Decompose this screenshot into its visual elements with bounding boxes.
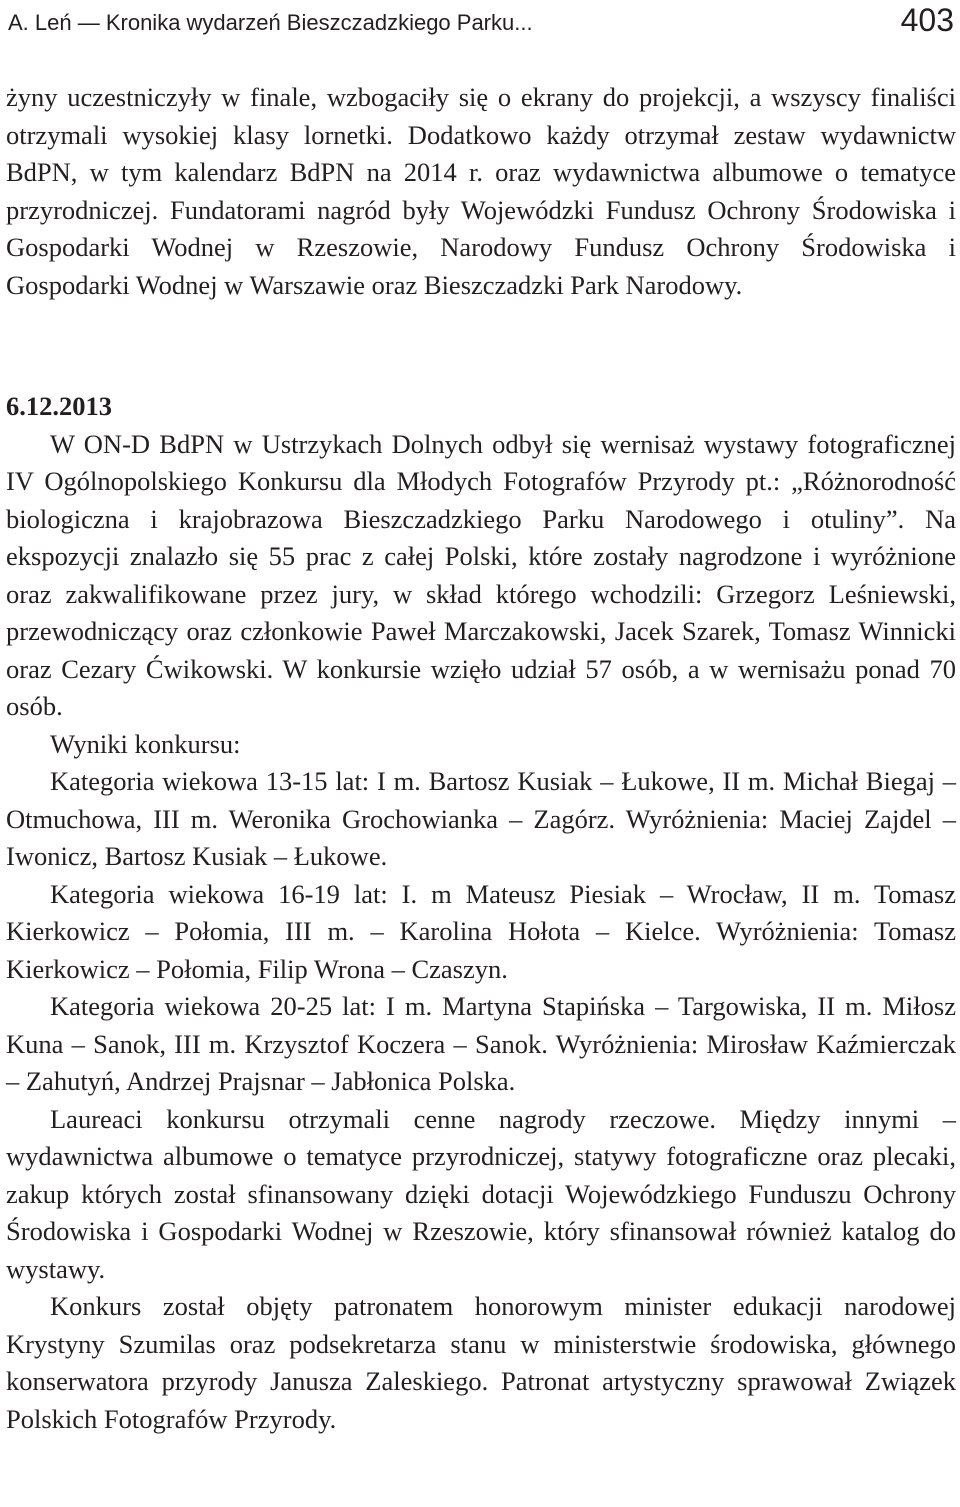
page-number: 403 (900, 2, 954, 38)
entry-date: 6.12.2013 (6, 391, 112, 421)
running-title: A. Leń — Kronika wydarzeń Bieszczadzkiego Parku... (8, 10, 533, 35)
entry-paragraph-prizes: Laureaci konkursu otrzymali cenne nagrody rzeczowe. Między innymi – wydawnictwa albumowe o tematyce przyrodniczej, statywy fotograficzne oraz plecaki, zakup których został sfinansowany dzięki dotacji Wojewódzkiego Funduszu Ochrony Środowiska i Gospodarki Wodnej w Rzeszowie, który sfinansował również katalog do wystawy. (6, 1103, 956, 1284)
entry-paragraph-exhibition: W ON-D BdPN w Ustrzykach Dolnych odbył się wernisaż wystawy fotograficznej IV Ogólnopolskiego Konkursu dla Młodych Fotografów Przyrody pt.: „Różnorodność biologiczna i krajobrazowa Bieszczadzkiego Parku Narodowego i otuliny”. Na ekspozycji znalazło się 55 prac z całej Polski, które zostały nagrodzone i wyróżnione oraz zakwalifikowane przez jury, w skład którego wchodzili: Grzegorz Leśniewski, przewodniczący oraz członkowie Paweł Marczakowski, Jacek Szarek, Tomasz Winnicki oraz Cezary Ćwikowski. W konkursie wzięło udział 57 osób, a w wernisażu ponad 70 osób. (6, 428, 956, 721)
entry-paragraph-results-heading: Wyniki konkursu: (50, 728, 241, 759)
entry-paragraph-category-16-19: Kategoria wiekowa 16-19 lat: I. m Mateusz Piesiak – Wrocław, II m. Tomasz Kierkowicz – Połomia, III m. – Karolina Hołota – Kielce. Wyróżnienia: Tomasz Kierkowicz – Połomia, Filip Wrona – Czaszyn. (6, 878, 956, 984)
running-header (8, 0, 954, 46)
entry-paragraph-category-13-15: Kategoria wiekowa 13-15 lat: I m. Bartosz Kusiak – Łukowe, II m. Michał Biegaj – Otmuchowa, III m. Weronika Grochowianka – Zagórz. Wyróżnienia: Maciej Zajdel – Iwonicz, Bartosz Kusiak – Łukowe. (6, 766, 956, 871)
intro-paragraph: żyny uczestniczyły w finale, wzbogaciły się o ekrany do projekcji, a wszyscy finaliści otrzymali wysokiej klasy lornetki. Dodatkowo każdy otrzymał zestaw wydawnictw BdPN, w tym kalendarz BdPN na 2014 r. oraz wydawnictwa albumowe o tematyce przyrodniczej. Fundatorami nagród były Wojewódzki Fundusz Ochrony Środowiska i Gospodarki Wodnej w Rzeszowie, Narodowy Fundusz Ochrony Środowiska i Gospodarki Wodnej w Warszawie oraz Bieszczadzki Park Narodowy. (6, 82, 956, 300)
entry-paragraph-category-20-25: Kategoria wiekowa 20-25 lat: I m. Martyna Stapińska – Targowiska, II m. Miłosz Kuna – Sanok, III m. Krzysztof Koczera – Sanok. Wyróżnienia: Mirosław Kaźmierczak – Zahutyń, Andrzej Prajsnar – Jabłonica Polska. (6, 991, 956, 1096)
entry-paragraph-patronage: Konkurs został objęty patronatem honorowym minister edukacji narodowej Krystyny Szumilas oraz podsekretarza stanu w ministerstwie środowiska, głównego konserwatora przyrody Janusza Zaleskiego. Patronat artystyczny sprawował Związek Polskich Fotografów Przyrody. (6, 1291, 956, 1434)
chronicle-entry (6, 388, 956, 1438)
intro-text-block (6, 79, 956, 304)
